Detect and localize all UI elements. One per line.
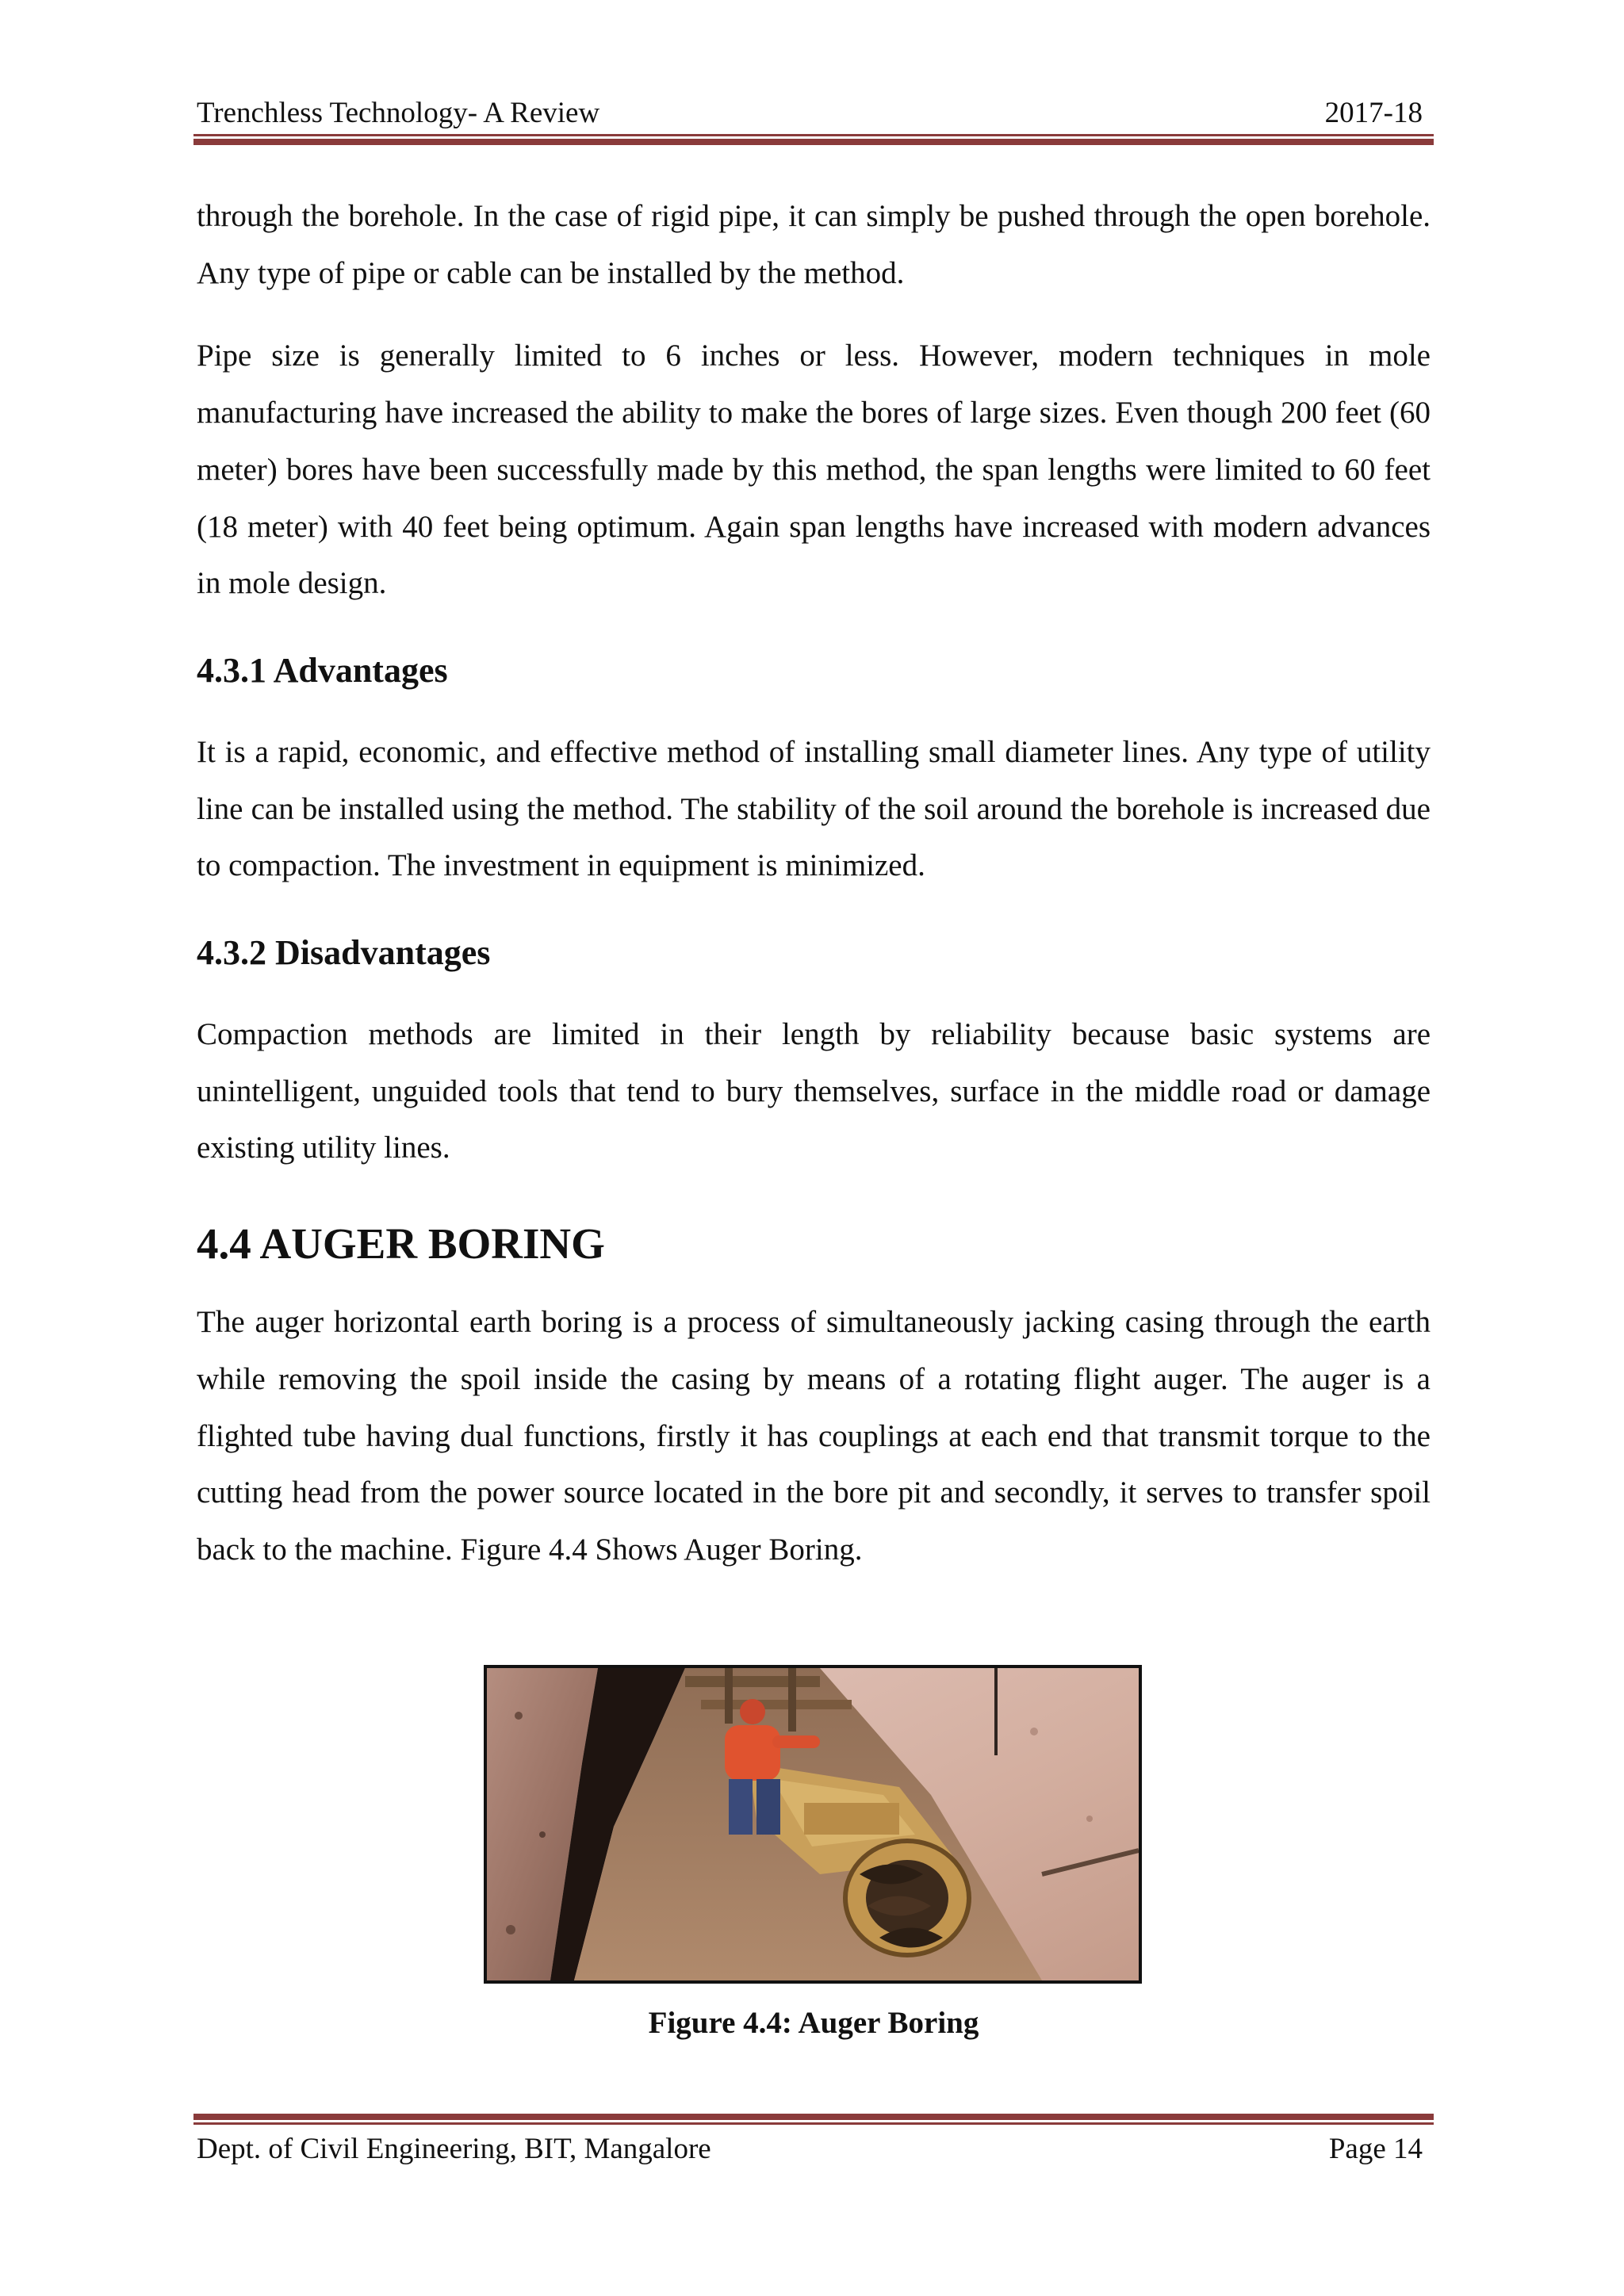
header-rule-thick bbox=[193, 139, 1434, 145]
paragraph-disadvantages: Compaction methods are limited in their length by reliability because basic systems are unintelligent, unguided tools that tend to bury themselves, surface in the middle road or damage existing utility lines. bbox=[197, 1017, 1431, 1165]
heading-auger-boring: 4.4 AUGER BORING bbox=[197, 1219, 605, 1269]
auger-boring-illustration bbox=[487, 1668, 1139, 1980]
paragraph-advantages: It is a rapid, economic, and effective method of installing small diameter lines. Any type of utility line can be installed using the method. The stability of the soil around the borehole is increased due to compaction. The investment in equipment is minimized. bbox=[197, 734, 1431, 883]
footer-rule-thin bbox=[193, 2122, 1434, 2125]
footer-page-number: Page 14 bbox=[1328, 2133, 1423, 2165]
page-header bbox=[197, 94, 1434, 133]
page-footer bbox=[197, 2130, 1434, 2169]
heading-advantages: 4.3.1 Advantages bbox=[197, 650, 448, 690]
paragraph-pipe-size: Pipe size is generally limited to 6 inches or less. However, modern techniques in mole manufacturing have increased the ability to make the bores of large sizes. Even though 200 feet (60 meter) bores have been successfully made by this method, the span lengths were limited to 60 feet (18 meter) with 40 feet being optimum. Again span lengths have increased with modern advances in mole design. bbox=[197, 339, 1431, 601]
footer-rule-thick bbox=[193, 2114, 1434, 2120]
footer-department: Dept. of Civil Engineering, BIT, Mangalore bbox=[197, 2133, 711, 2165]
figure-caption: Figure 4.4: Auger Boring bbox=[648, 2006, 979, 2040]
paragraph-continued: through the borehole. In the case of rigid pipe, it can simply be pushed through the open borehole. Any type of pipe or cable can be installed by the method. bbox=[197, 199, 1431, 290]
header-title: Trenchless Technology- A Review bbox=[197, 97, 600, 129]
page-content bbox=[197, 188, 1431, 1578]
paragraph-auger-boring: The auger horizontal earth boring is a process of simultaneously jacking casing through the earth while removing the spoil inside the casing by means of a rotating flight auger. The auger is a flighted tube having dual functions, firstly it has couplings at each end that transmit torque to the cutting head from the power source located in the bore pit and secondly, it serves to transfer spoil back to the machine. Figure 4.4 Shows Auger Boring. bbox=[197, 1305, 1431, 1567]
header-rule-thin bbox=[193, 134, 1434, 136]
heading-disadvantages: 4.3.2 Disadvantages bbox=[197, 933, 491, 973]
figure-auger-boring-photo bbox=[484, 1665, 1142, 1984]
header-year: 2017-18 bbox=[1324, 97, 1423, 129]
